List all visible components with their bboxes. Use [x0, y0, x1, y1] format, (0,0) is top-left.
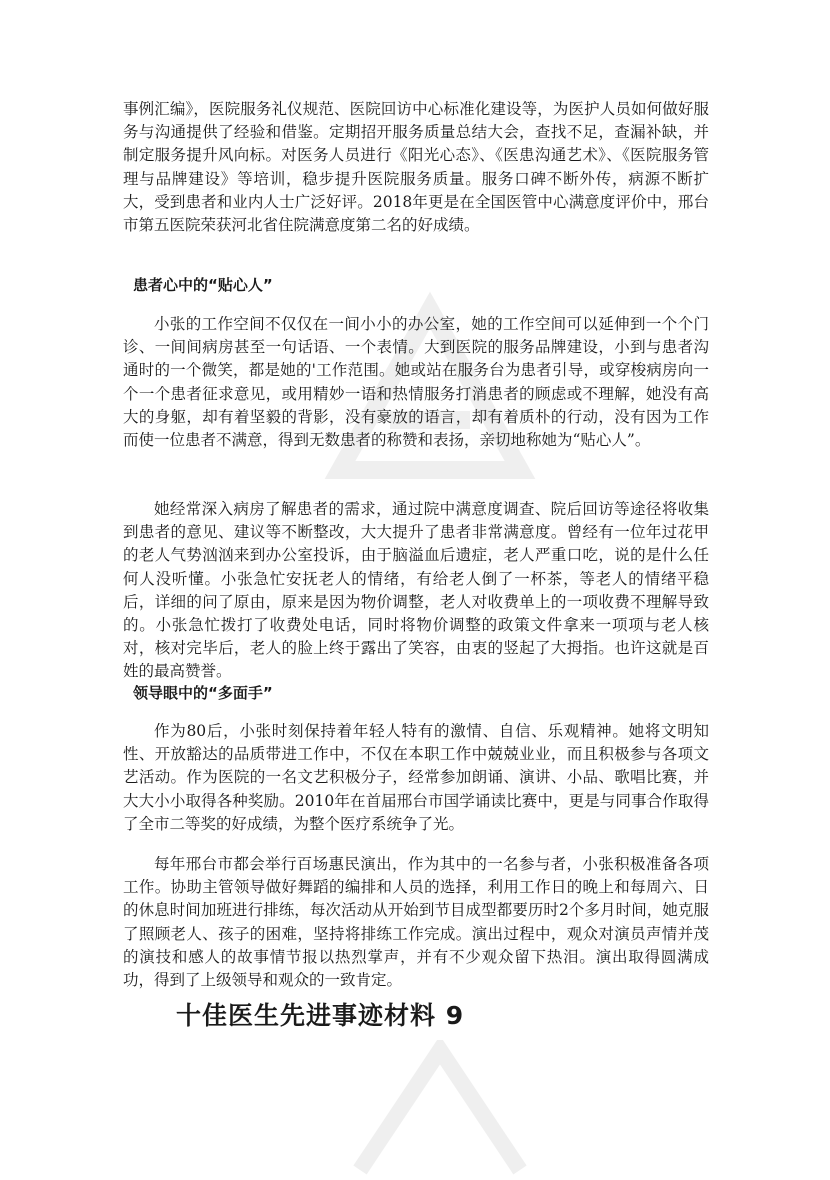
section-heading-patient: 患者心中的“贴心人” — [133, 276, 273, 294]
section-heading-leader: 领导眼中的“多面手” — [133, 684, 273, 702]
paragraph-workspace: 小张的工作空间不仅仅在一间小小的办公室，她的工作空间可以延伸到一个个门诊、一间间病房甚至一句话语、一个表情。大到医院的服务品牌建设，小到与患者沟通时的一个微笑，都是她的'工作范围。她或站在服务台为患者引导，或穿梭病房向一个一个患者征求意见，或用精妙一语和热情服务打消患者的顾虑或不理解，她没有高大的身躯，却有着坚毅的背影，没有豪放的语言，却有着质朴的行动，没有因为工作而使一位患者不满意，得到无数患者的称赞和表扬，亲切地称她为“贴心人”。 — [123, 315, 709, 450]
paragraph-patient-story: 她经常深入病房了解患者的需求，通过院中满意度调查、院后回访等途径将收集到患者的意见、建议等不断整改，大大提升了患者非常满意度。曾经有一位年过花甲的老人气势汹汹来到办公室投诉，由于脑溢血后遗症，老人严重口吃，说的是什么任何人没听懂。小张急忙安抚老人的情绪，有给老人倒了一杯茶，等老人的情绪平稳后，详细的问了原由，原来是因为物价调整，老人对收费单上的一项收费不理解导致的。小张急忙拨打了收费处电话，同时将物价调整的政策文件拿来一项项与老人核对，核对完毕后，老人的脸上终于露出了笑容，由衷的竖起了大拇指。也许这就是百姓的最高赞誉。 — [123, 500, 709, 681]
paragraph-cultural-activities: 作为80后，小张时刻保持着年轻人特有的激情、自信、乐观精神。她将文明知性、开放豁达的品质带进工作中，不仅在本职工作中兢兢业业，而且积极参与各项文艺活动。作为医院的一名文艺积极分子，经常参加朗诵、演讲、小品、歌唱比赛，并大大小小取得各种奖励。2010年在首届邢台市国学诵读比赛中，更是与同事合作取得了全市二等奖的好成绩，为整个医疗系统争了光。 — [123, 722, 709, 833]
section-title: 十佳医生先进事迹材料 9 — [176, 1001, 465, 1030]
paragraph-performance: 每年邢台市都会举行百场惠民演出，作为其中的一名参与者，小张积极准备各项工作。协助主管领导做好舞蹈的编排和人员的选择，利用工作日的晚上和每周六、日的休息时间加班进行排练，每次活动从开始到节目成型都要历时2个多月时间，她克服了照顾老人、孩子的困难，坚持将排练工作完成。演出过程中，观众对演员声情并茂的演技和感人的故事情节报以热烈掌声，并有不少观众留下热泪。演出取得圆满成功，得到了上级领导和观众的一致肯定。 — [123, 855, 709, 990]
watermark-icon — [340, 1040, 540, 1180]
paragraph-service-summary: 事例汇编》，医院服务礼仪规范、医院回访中心标准化建设等，为医护人员如何做好服务与沟通提供了经验和借鉴。定期招开服务质量总结大会，查找不足，查漏补缺，并制定服务提升风向标。对医务人员进行《阳光心态》、《医患沟通艺术》、《医院服务管理与品牌建设》等培训，稳步提升医院服务质量。服务口碑不断外传，病源不断扩大，受到患者和业内人士广泛好评。2018年更是在全国医管中心满意度评价中，邢台市第五医院荣获河北省住院满意度第二名的好成绩。 — [123, 100, 709, 235]
